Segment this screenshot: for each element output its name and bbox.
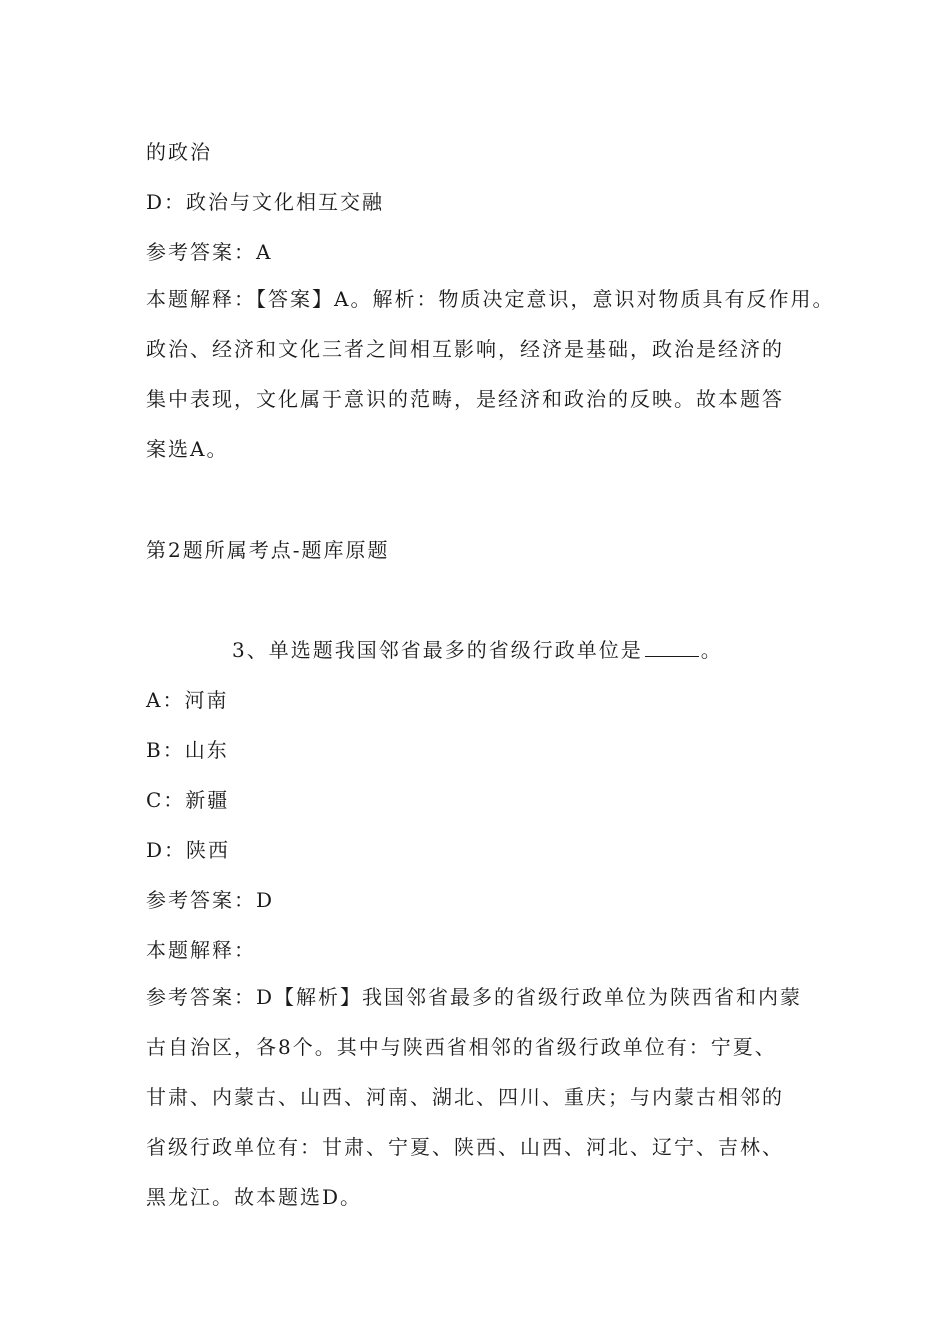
q2-explanation-line: 案选A。 [146, 437, 229, 461]
q2-explanation [146, 274, 835, 474]
q3-question [232, 636, 723, 664]
q2-explanation-line: 政治、经济和文化三者之间相互影响，经济是基础，政治是经济的 [146, 337, 784, 361]
q2-knowledge-point: 第2题所属考点-题库原题 [146, 538, 390, 562]
q2-option-d: D：政治与文化相互交融 [146, 190, 385, 214]
q3-explanation-line: 黑龙江。故本题选D。 [146, 1185, 363, 1209]
q2-explanation-line: 本题解释：【答案】A。解析：物质决定意识，意识对物质具有反作用。 [146, 287, 835, 311]
q3-explanation-line: 甘肃、内蒙古、山西、河南、湖北、四川、重庆；与内蒙古相邻的 [146, 1085, 784, 1109]
q3-option-d: D：陕西 [146, 838, 231, 862]
q3-question-end: 。 [700, 638, 723, 662]
q3-option-a: A：河南 [146, 688, 229, 712]
q3-explanation-line: 古自治区，各8个。其中与陕西省相邻的省级行政单位有：宁夏、 [146, 1035, 777, 1059]
q3-explanation-line: 省级行政单位有：甘肃、宁夏、陕西、山西、河北、辽宁、吉林、 [146, 1135, 784, 1159]
q3-question-text: 3、单选题我国邻省最多的省级行政单位是 [232, 638, 643, 662]
q2-option-c-continuation: 的政治 [146, 140, 212, 164]
answer-blank [645, 638, 699, 657]
q3-option-c: C：新疆 [146, 788, 230, 812]
q2-explanation-line: 集中表现，文化属于意识的范畴，是经济和政治的反映。故本题答 [146, 387, 784, 411]
q3-answer: 参考答案：D [146, 888, 275, 912]
q3-explanation-label: 本题解释： [146, 938, 256, 962]
q3-explanation-line: 参考答案：D【解析】我国邻省最多的省级行政单位为陕西省和内蒙 [146, 985, 803, 1009]
q2-answer: 参考答案：A [146, 240, 273, 264]
q3-explanation [146, 972, 826, 1222]
q3-option-b: B：山东 [146, 738, 229, 762]
